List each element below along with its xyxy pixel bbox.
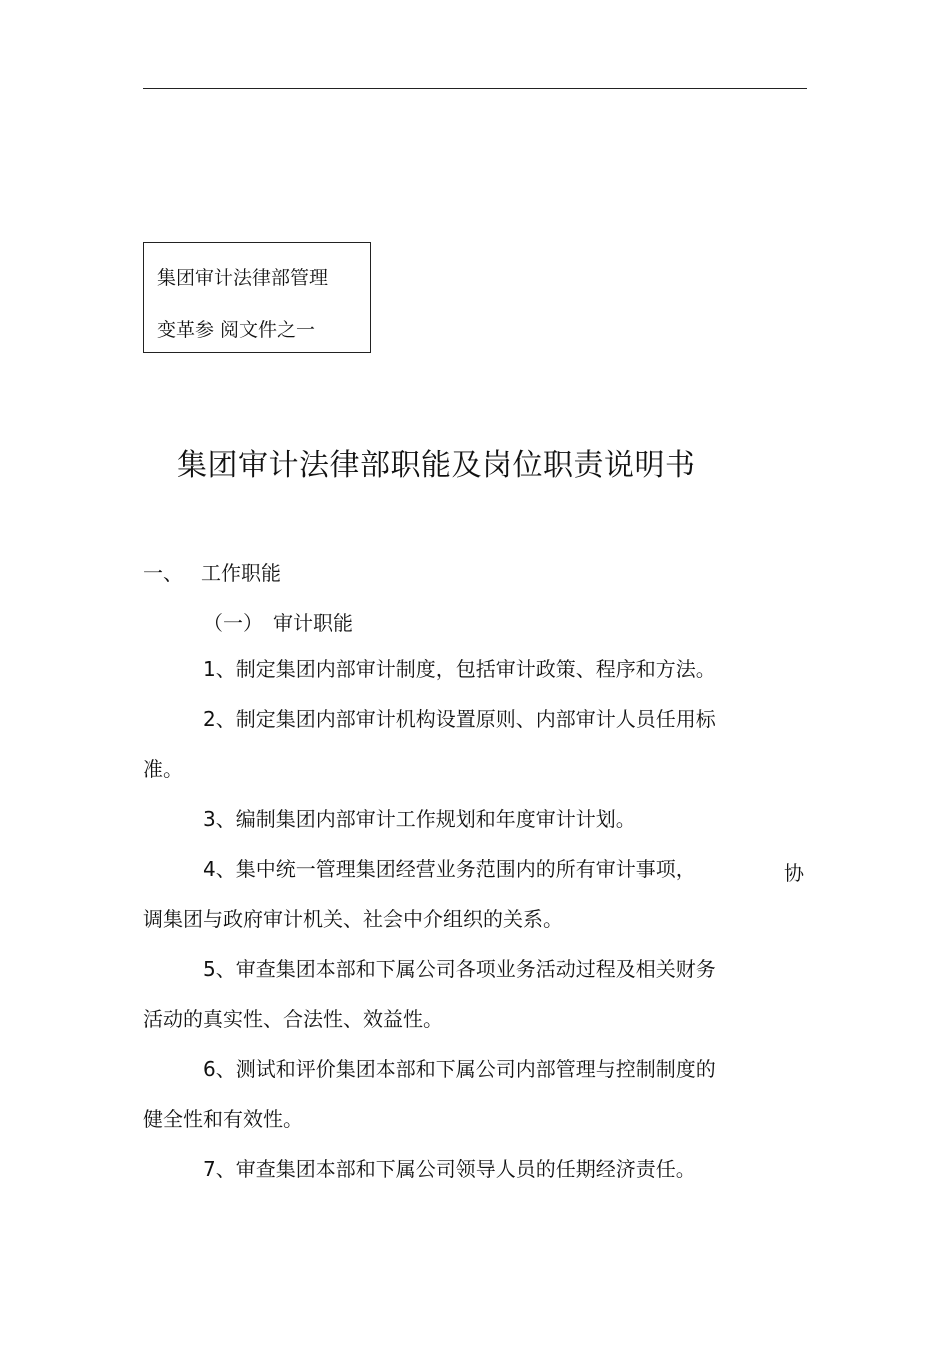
document-title: 集团审计法律部职能及岗位职责说明书 bbox=[177, 448, 696, 483]
section-title: 工作职能 bbox=[201, 561, 281, 585]
item-7: 7、审查集团本部和下属公司领导人员的任期经济责任。 bbox=[203, 1157, 696, 1181]
item-4-line-1-tail: 协 bbox=[784, 861, 804, 885]
subsection-title: 审计职能 bbox=[273, 611, 353, 635]
reference-box bbox=[143, 242, 371, 353]
reference-box-line-2: 变革参 阅文件之一 bbox=[157, 319, 316, 341]
section-number: 一、 bbox=[143, 561, 183, 585]
item-6-line-2: 健全性和有效性。 bbox=[143, 1107, 303, 1131]
item-4-line-2: 调集团与政府审计机关、社会中介组织的关系。 bbox=[143, 907, 563, 931]
item-2-line-1: 2、制定集团内部审计机构设置原则、内部审计人员任用标 bbox=[203, 707, 716, 731]
item-3: 3、编制集团内部审计工作规划和年度审计计划。 bbox=[203, 807, 636, 831]
item-5-line-2: 活动的真实性、合法性、效益性。 bbox=[143, 1007, 443, 1031]
item-5-line-1: 5、审查集团本部和下属公司各项业务活动过程及相关财务 bbox=[203, 957, 716, 981]
item-1: 1、制定集团内部审计制度，包括审计政策、程序和方法。 bbox=[203, 657, 716, 681]
item-2-line-2: 准。 bbox=[143, 757, 183, 781]
reference-box-line-1: 集团审计法律部管理 bbox=[157, 267, 329, 289]
subsection-number: （一） bbox=[203, 611, 263, 635]
item-6-line-1: 6、测试和评价集团本部和下属公司内部管理与控制制度的 bbox=[203, 1057, 716, 1081]
item-4-line-1: 4、集中统一管理集团经营业务范围内的所有审计事项， bbox=[203, 857, 696, 881]
header-rule bbox=[143, 88, 807, 89]
